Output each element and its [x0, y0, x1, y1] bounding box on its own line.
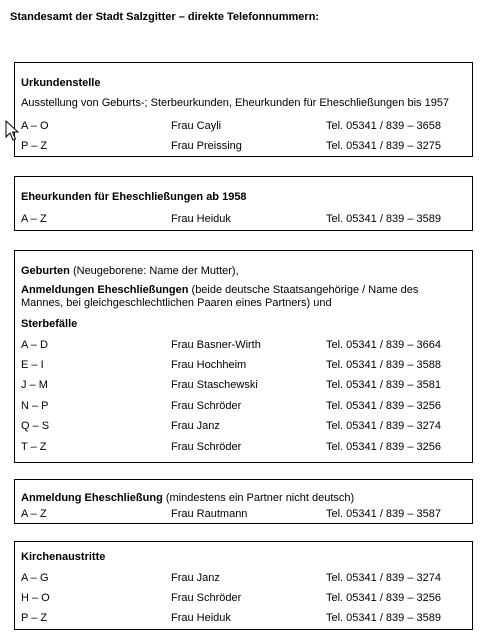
table-row — [15, 120, 472, 134]
contact-name: Frau Janz — [171, 572, 220, 584]
contact-name: Frau Cayli — [171, 120, 222, 132]
phone-number: Tel. 05341 / 839 – 3589 — [326, 213, 441, 225]
letter-range: N – P — [21, 400, 49, 412]
phone-number: Tel. 05341 / 839 – 3664 — [326, 339, 441, 351]
section-subheading-cont: Mannes, bei gleichgeschlechtlichen Paaren eines Partners) und — [21, 297, 332, 309]
letter-range: A – G — [21, 572, 49, 584]
table-row — [15, 441, 472, 455]
contact-name: Frau Heiduk — [171, 612, 231, 624]
phone-number: Tel. 05341 / 839 – 3256 — [326, 592, 441, 604]
section-subheading-sterbefaelle: Sterbefälle — [21, 318, 78, 330]
contact-name: Frau Rautmann — [171, 508, 248, 520]
section-urkundenstelle — [14, 62, 473, 157]
letter-range: A – D — [21, 339, 48, 351]
phone-number: Tel. 05341 / 839 – 3256 — [326, 400, 441, 412]
table-row — [15, 359, 472, 373]
subheading-rest: (beide deutsche Staatsangehörige / Name des — [188, 284, 419, 296]
table-row — [15, 379, 472, 393]
heading-bold: Geburten — [21, 265, 70, 277]
phone-number: Tel. 05341 / 839 – 3587 — [326, 508, 441, 520]
contact-name: Frau Schröder — [171, 400, 242, 412]
phone-number: Tel. 05341 / 839 – 3589 — [326, 612, 441, 624]
letter-range: A – Z — [21, 508, 47, 520]
table-row — [15, 400, 472, 414]
phone-number: Tel. 05341 / 839 – 3658 — [326, 120, 441, 132]
letter-range: P – Z — [21, 140, 48, 152]
table-row — [15, 572, 472, 586]
subheading-bold: Anmeldungen Eheschließungen — [21, 284, 189, 296]
letter-range: P – Z — [21, 612, 48, 624]
section-heading: Urkundenstelle — [21, 77, 101, 89]
letter-range: H – O — [21, 592, 50, 604]
section-anmeldung-eheschliessung — [14, 479, 473, 524]
section-heading — [21, 492, 354, 504]
table-row — [15, 612, 472, 626]
phone-number: Tel. 05341 / 839 – 3256 — [326, 441, 441, 453]
phone-number: Tel. 05341 / 839 – 3581 — [326, 379, 441, 391]
contact-name: Frau Heiduk — [171, 213, 231, 225]
letter-range: Q – S — [21, 420, 50, 432]
letter-range: A – Z — [21, 213, 47, 225]
heading-bold: Anmeldung Eheschließung — [21, 492, 163, 504]
table-row — [15, 508, 472, 522]
table-row — [15, 592, 472, 606]
contact-name: Frau Basner-Wirth — [171, 339, 261, 351]
contact-name: Frau Preissing — [171, 140, 242, 152]
table-row — [15, 339, 472, 353]
page-title: Standesamt der Stadt Salzgitter – direkte Telefonnummern: — [10, 11, 320, 23]
section-heading — [21, 265, 239, 277]
letter-range: A – O — [21, 120, 49, 132]
contact-name: Frau Schröder — [171, 592, 242, 604]
section-subheading — [21, 284, 418, 296]
section-heading: Eheurkunden für Eheschließungen ab 1958 — [21, 191, 247, 203]
contact-name: Frau Janz — [171, 420, 220, 432]
section-kirchenaustritte — [14, 541, 473, 630]
contact-name: Frau Staschewski — [171, 379, 258, 391]
phone-number: Tel. 05341 / 839 – 3588 — [326, 359, 441, 371]
phone-number: Tel. 05341 / 839 – 3274 — [326, 420, 441, 432]
contact-name: Frau Schröder — [171, 441, 242, 453]
section-subheading: Ausstellung von Geburts-; Sterbeurkunden, Eheurkunden für Eheschließungen bis 1957 — [21, 97, 450, 109]
table-row — [15, 213, 472, 227]
contact-name: Frau Hochheim — [171, 359, 247, 371]
phone-number: Tel. 05341 / 839 – 3274 — [326, 572, 441, 584]
letter-range: J – M — [21, 379, 48, 391]
letter-range: E – I — [21, 359, 44, 371]
section-heading: Kirchenaustritte — [21, 551, 106, 563]
heading-rest: (mindestens ein Partner nicht deutsch) — [162, 492, 355, 504]
section-eheurkunden — [14, 176, 473, 231]
phone-number: Tel. 05341 / 839 – 3275 — [326, 140, 441, 152]
table-row — [15, 140, 472, 154]
letter-range: T – Z — [21, 441, 47, 453]
mouse-pointer-icon — [5, 120, 19, 142]
heading-rest: (Neugeborene: Name der Mutter), — [69, 265, 239, 277]
section-geburten-sterbefaelle — [14, 250, 473, 463]
table-row — [15, 420, 472, 434]
